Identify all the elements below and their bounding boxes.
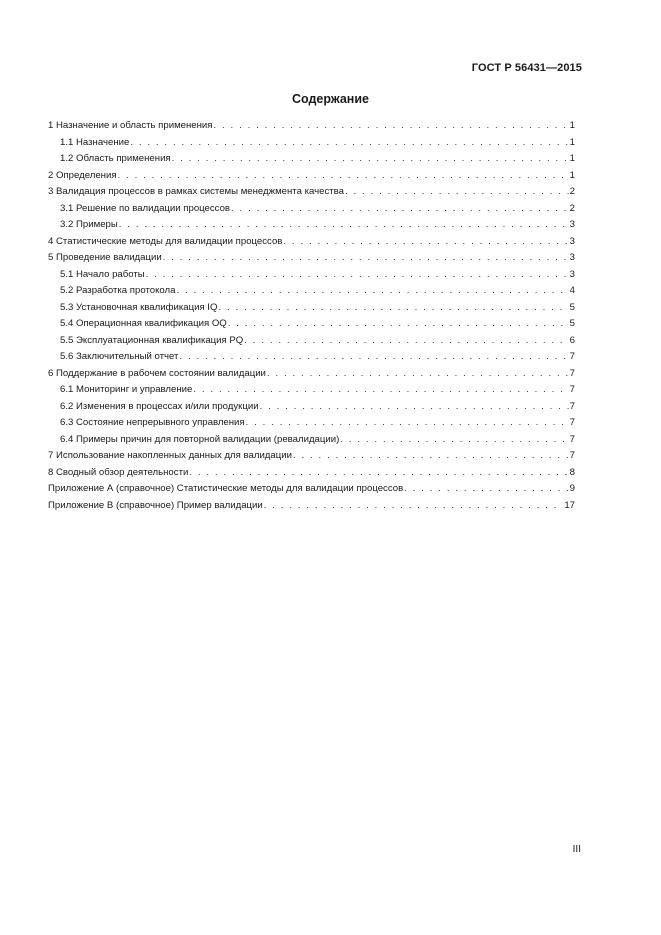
toc-dot-leader [228, 316, 569, 333]
toc-entry[interactable] [48, 498, 575, 515]
toc-entry-page: 7 [569, 351, 575, 362]
toc-dot-leader [293, 448, 569, 465]
toc-dot-leader [172, 151, 569, 168]
toc-dot-leader [193, 382, 568, 399]
toc-entry[interactable] [48, 432, 575, 449]
toc-dot-leader [244, 333, 568, 350]
toc-entry-page: 7 [569, 433, 575, 445]
toc-entry[interactable] [48, 399, 575, 416]
toc-entry-title: 3.2 Примеры [60, 219, 118, 230]
toc-dot-leader [404, 481, 568, 498]
toc-entry-title: 6.2 Изменения в процессах и/или продукции [60, 400, 259, 412]
toc-entry[interactable] [48, 234, 575, 251]
toc-entry[interactable] [48, 316, 575, 333]
toc-entry[interactable] [48, 151, 575, 168]
page-number: III [572, 844, 581, 855]
toc-entry-title: 7 Использование накопленных данных для валидации [48, 450, 292, 461]
toc-entry-title: 1.1 Назначение [60, 136, 130, 148]
toc-entry-page: 7 [569, 450, 575, 461]
toc-dot-leader [189, 465, 568, 482]
toc-dot-leader [345, 184, 569, 201]
toc-entry[interactable] [48, 448, 575, 465]
toc-entry-page: 9 [569, 483, 575, 494]
toc-entry[interactable] [48, 118, 575, 135]
toc-entry-title: 5.6 Заключительный отчет [60, 351, 179, 362]
toc-entry-page: 3 [569, 219, 575, 230]
toc-dot-leader [118, 168, 569, 185]
toc-entry-title: 6.1 Мониторинг и управление [60, 384, 193, 395]
toc-dot-leader [163, 250, 569, 267]
toc-entry-page: 5 [569, 301, 575, 313]
toc-entry-page: 1 [569, 169, 575, 181]
toc-entry-title: 3.1 Решение по валидации процессов [60, 202, 231, 214]
toc-entry-title: 4 Статистические методы для валидации процессов [48, 235, 283, 247]
toc-entry[interactable] [48, 201, 575, 218]
toc-dot-leader [130, 135, 568, 152]
table-of-contents [48, 118, 575, 514]
toc-entry-title: Приложение А (справочное) Статистические методы для валидации процессов [48, 483, 404, 494]
toc-dot-leader [214, 118, 569, 135]
toc-entry-page: 4 [569, 285, 575, 296]
toc-entry[interactable] [48, 465, 575, 482]
toc-entry-title: 5.4 Операционная квалификация OQ [60, 318, 227, 329]
toc-entry[interactable] [48, 217, 575, 234]
toc-entry-title: 5 Проведение валидации [48, 252, 162, 263]
toc-dot-leader [119, 217, 569, 234]
toc-dot-leader [340, 432, 568, 449]
toc-entry[interactable] [48, 415, 575, 432]
page-title: Содержание [291, 92, 369, 106]
toc-entry-page: 5 [569, 318, 575, 329]
toc-entry-title: 6.4 Примеры причин для повторной валидации (ревалидации) [60, 433, 340, 445]
toc-entry-title: 2 Определения [48, 169, 117, 181]
toc-entry[interactable] [48, 349, 575, 366]
toc-entry-page: 6 [569, 334, 575, 346]
toc-entry-page: 8 [569, 466, 575, 478]
toc-entry-title: 8 Сводный обзор деятельности [48, 466, 189, 478]
toc-entry-page: 17 [564, 499, 575, 511]
toc-dot-leader [218, 300, 568, 317]
toc-dot-leader [267, 366, 569, 383]
toc-entry-page: 1 [569, 153, 575, 164]
toc-entry[interactable] [48, 184, 575, 201]
toc-dot-leader [231, 201, 569, 218]
toc-entry-title: 5.2 Разработка протокола [60, 285, 176, 296]
toc-entry[interactable] [48, 333, 575, 350]
toc-entry-page: 7 [569, 400, 575, 412]
toc-entry[interactable] [48, 267, 575, 284]
toc-dot-leader [179, 349, 568, 366]
toc-entry-page: 1 [569, 120, 575, 131]
toc-entry-title: 6 Поддержание в рабочем состоянии валидации [48, 367, 266, 379]
toc-entry[interactable] [48, 250, 575, 267]
toc-dot-leader [146, 267, 569, 284]
toc-entry-title: 5.5 Эксплуатационная квалификация PQ [60, 334, 244, 346]
toc-entry-page: 3 [569, 235, 575, 247]
toc-entry-page: 2 [569, 186, 575, 197]
toc-entry-title: 5.1 Начало работы [60, 268, 145, 280]
toc-entry[interactable] [48, 135, 575, 152]
toc-entry-page: 7 [569, 417, 575, 428]
toc-entry[interactable] [48, 168, 575, 185]
toc-entry-page: 1 [569, 136, 575, 148]
toc-entry-title: Приложение В (справочное) Пример валидации [48, 499, 263, 511]
toc-dot-leader [260, 399, 569, 416]
toc-dot-leader [283, 234, 568, 251]
toc-entry-page: 7 [569, 384, 575, 395]
toc-entry[interactable] [48, 283, 575, 300]
toc-entry[interactable] [48, 366, 575, 383]
toc-entry-title: 1.2 Область применения [60, 153, 171, 164]
toc-entry-page: 2 [569, 202, 575, 214]
toc-entry-title: 5.3 Установочная квалификация IQ [60, 301, 218, 313]
toc-dot-leader [246, 415, 569, 432]
toc-entry[interactable] [48, 481, 575, 498]
toc-dot-leader [176, 283, 568, 300]
document-id: ГОСТ Р 56431—2015 [471, 62, 582, 74]
toc-dot-leader [264, 498, 564, 515]
toc-entry-title: 3 Валидация процессов в рамках системы менеджмента качества [48, 186, 344, 197]
toc-entry-title: 1 Назначение и область применения [48, 120, 213, 131]
toc-entry[interactable] [48, 382, 575, 399]
toc-entry-page: 7 [569, 367, 575, 379]
toc-entry-page: 3 [569, 252, 575, 263]
toc-entry-page: 3 [569, 268, 575, 280]
toc-entry[interactable] [48, 300, 575, 317]
toc-entry-title: 6.3 Состояние непрерывного управления [60, 417, 245, 428]
